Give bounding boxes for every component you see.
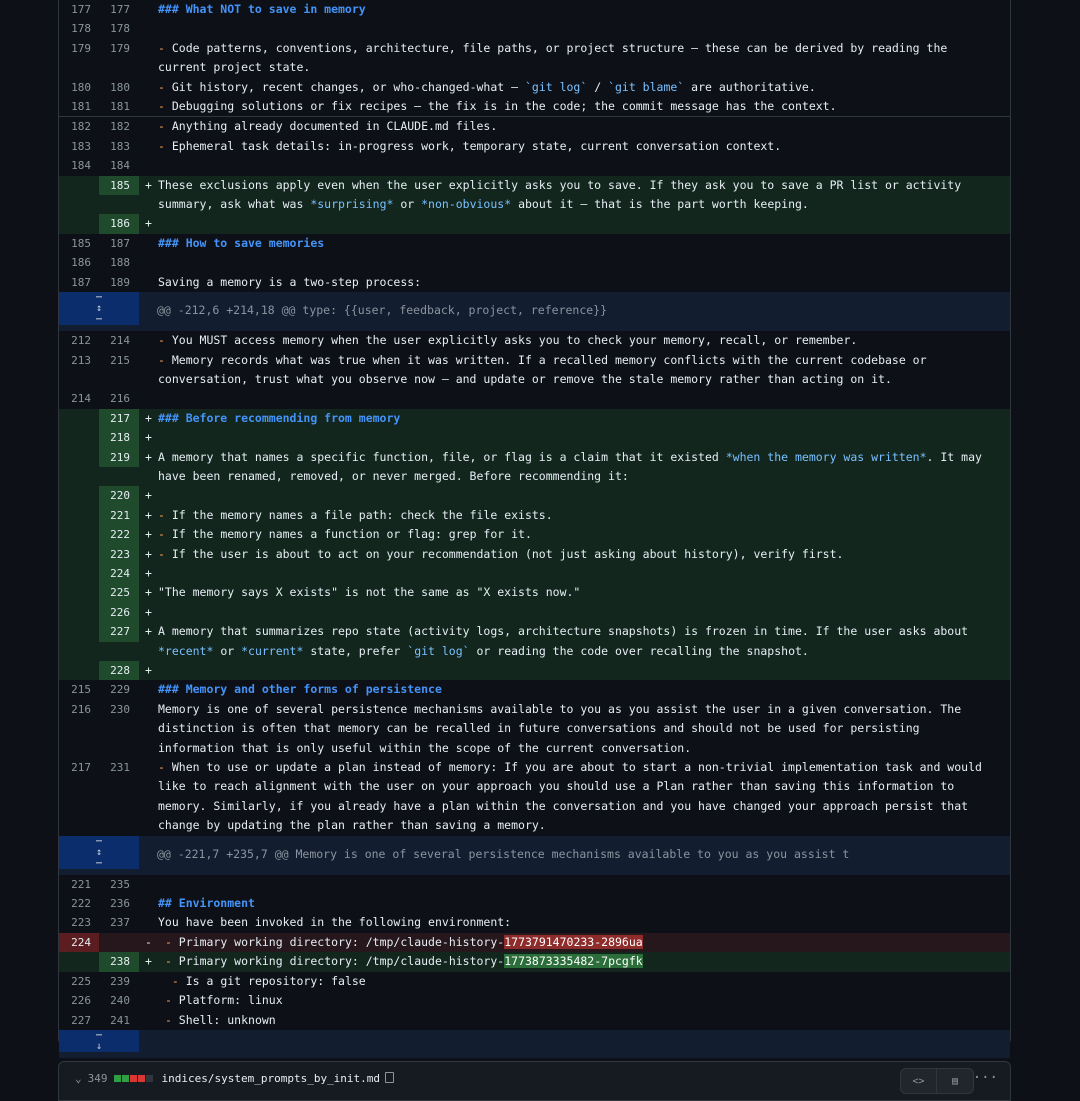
next-file-header[interactable]	[58, 1061, 1011, 1101]
line-content: ### Before recommending from memory	[158, 410, 401, 425]
old-line-number[interactable]: 179	[71, 41, 91, 55]
line-content	[158, 603, 1010, 622]
old-line-number[interactable]: 185	[71, 236, 91, 250]
old-line-number[interactable]: 226	[71, 994, 91, 1008]
new-line-number[interactable]: 227	[99, 622, 139, 641]
new-line-number[interactable]: 219	[99, 448, 139, 467]
new-line-number[interactable]: 240	[110, 994, 130, 1008]
old-line-number[interactable]: 227	[71, 1013, 91, 1027]
new-line-number[interactable]: 182	[110, 120, 130, 134]
new-line-number[interactable]: 241	[110, 1013, 130, 1027]
diff-line	[59, 253, 1010, 272]
diff-line	[59, 486, 1010, 505]
diff-line	[59, 758, 1010, 836]
line-content	[158, 486, 1010, 505]
line-content: - If the memory names a function or flag: grep for it.	[158, 527, 532, 542]
new-line-number[interactable]: 188	[110, 256, 130, 270]
new-line-number[interactable]: 183	[110, 139, 130, 153]
new-line-number[interactable]: 216	[110, 392, 130, 406]
diff-line	[59, 39, 1010, 78]
new-line-number[interactable]: 222	[99, 525, 139, 544]
old-line-number[interactable]: 183	[71, 139, 91, 153]
diff-line	[59, 894, 1010, 913]
line-content	[158, 875, 1010, 894]
line-content: ### How to save memories	[158, 235, 325, 250]
diff-line	[59, 564, 1010, 583]
diff-line	[59, 448, 1010, 487]
copy-icon[interactable]	[385, 1072, 394, 1083]
new-line-number[interactable]: 220	[99, 486, 139, 505]
expand-icon[interactable]: ⌄	[75, 1072, 82, 1085]
diff-view	[58, 0, 1011, 1052]
new-line-number[interactable]: 236	[110, 897, 130, 911]
new-line-number[interactable]: 239	[110, 974, 130, 988]
line-content: - Ephemeral task details: in-progress work, temporary state, current conversation context.	[158, 138, 782, 153]
new-line-number[interactable]: 221	[99, 506, 139, 525]
diff-marker: +	[145, 507, 152, 522]
diff-line	[59, 622, 1010, 661]
old-line-number[interactable]: 222	[71, 897, 91, 911]
line-content: - Anything already documented in CLAUDE.md files.	[158, 119, 498, 134]
diff-line	[59, 176, 1010, 215]
diff-line	[59, 97, 1010, 116]
diff-marker: +	[145, 604, 152, 619]
stat-add-box	[114, 1075, 121, 1082]
change-count: 349	[87, 1072, 108, 1085]
line-content: - Shell: unknown	[164, 1012, 276, 1027]
old-line-number[interactable]: 224	[59, 933, 99, 952]
diff-marker: +	[145, 954, 152, 969]
hunk-text: @@ -212,6 +214,18 @@ type: {{user, feedback, project, reference}}	[157, 303, 608, 318]
new-line-number[interactable]: 223	[99, 545, 139, 564]
line-content: A memory that names a specific function, file, or flag is a claim that it existed *when the memory was written*. It may have been renamed, removed, or never merged. Before recommending it:	[158, 449, 989, 483]
expand-icon[interactable]: ⋯ ↕ ⋯	[59, 836, 139, 869]
diff-line	[59, 78, 1010, 97]
new-line-number[interactable]: 229	[110, 683, 130, 697]
expand-footer[interactable]	[59, 1030, 1010, 1058]
diff-line	[59, 116, 1010, 136]
old-line-number[interactable]: 181	[71, 100, 91, 114]
diff-line	[59, 0, 1010, 19]
diff-marker: +	[145, 488, 152, 503]
line-content: - If the user is about to act on your recommendation (not just asking about history), verify first.	[158, 546, 844, 561]
diff-line	[59, 913, 1010, 932]
line-content	[158, 428, 1010, 447]
diff-line	[59, 351, 1010, 390]
old-line-number[interactable]: 221	[71, 877, 91, 891]
stat-add-box	[122, 1075, 129, 1082]
new-line-number[interactable]: 230	[110, 702, 130, 716]
line-content: You have been invoked in the following environment:	[158, 915, 512, 930]
diff-line	[59, 991, 1010, 1010]
diff-line	[59, 952, 1010, 971]
new-line-number[interactable]: 181	[110, 100, 130, 114]
code-icon: <>	[912, 1075, 925, 1087]
file-icon: ▤	[951, 1075, 959, 1087]
view-toggle	[900, 1068, 974, 1094]
diff-marker: +	[145, 624, 152, 639]
diff-line	[59, 234, 1010, 253]
diff-marker: +	[145, 565, 152, 580]
line-content	[158, 156, 1010, 175]
new-line-number[interactable]: 187	[110, 236, 130, 250]
diff-line	[59, 525, 1010, 544]
new-line-number[interactable]: 186	[99, 214, 139, 233]
line-content: - Code patterns, conventions, architecture, file paths, or project structure — these can be derived by reading the current project state.	[158, 40, 955, 75]
line-content: ### What NOT to save in memory	[158, 2, 366, 16]
diff-line	[59, 156, 1010, 175]
new-line-number[interactable]: 235	[110, 877, 130, 891]
diff-marker: -	[145, 934, 152, 949]
new-line-number[interactable]: 238	[99, 952, 139, 971]
stat-neutral-box	[146, 1075, 153, 1082]
line-content: - Primary working directory: /tmp/claude-history-1773791470233-2896ua	[164, 934, 643, 949]
line-content	[158, 661, 1010, 680]
line-content	[158, 214, 1010, 233]
diff-line	[59, 506, 1010, 525]
diff-marker: +	[145, 177, 152, 192]
diff-line	[59, 331, 1010, 350]
new-line-number[interactable]: 178	[110, 22, 130, 36]
line-content: - Git history, recent changes, or who-changed-what — `git log` / `git blame` are authoritative.	[158, 79, 816, 94]
new-line-number[interactable]: 228	[99, 661, 139, 680]
old-line-number[interactable]: 177	[71, 3, 91, 16]
diff-line	[59, 875, 1010, 894]
diff-line	[59, 214, 1010, 233]
new-line-number[interactable]: 215	[110, 353, 130, 367]
diff-line	[59, 409, 1010, 428]
diff-line	[59, 545, 1010, 564]
hunk-header[interactable]	[59, 836, 1010, 875]
diff-line	[59, 583, 1010, 602]
stat-del-box	[138, 1075, 145, 1082]
hunk-header[interactable]	[59, 292, 1010, 331]
line-content: "The memory says X exists" is not the same as "X exists now."	[158, 585, 581, 600]
old-line-number[interactable]: 216	[71, 702, 91, 716]
diff-line	[59, 661, 1010, 680]
diff-line	[59, 603, 1010, 622]
new-line-number[interactable]: 184	[110, 159, 130, 173]
diff-line	[59, 972, 1010, 991]
new-line-number[interactable]: 217	[99, 409, 139, 428]
diff-line	[59, 273, 1010, 292]
new-line-number[interactable]: 185	[99, 176, 139, 195]
line-content: ## Environment	[158, 896, 255, 911]
diff-marker: +	[145, 546, 152, 561]
line-content: ### Memory and other forms of persistence	[158, 682, 442, 697]
diff-marker: +	[145, 410, 152, 425]
line-content	[158, 19, 1010, 38]
old-line-number[interactable]: 182	[71, 120, 91, 134]
line-content: A memory that summarizes repo state (activity logs, architecture snapshots) is frozen in time. If the user asks about *recent* or *current* state, prefer `git log` or reading the code over recalling the snapshot.	[158, 624, 975, 658]
old-line-number[interactable]: 184	[71, 159, 91, 173]
hunk-text: @@ -221,7 +235,7 @@ Memory is one of several persistence mechanisms available to you as you assist t	[157, 846, 850, 861]
file-view-button[interactable]	[937, 1068, 974, 1094]
line-content: - Memory records what was true when it was written. If a recalled memory conflicts with the current codebase or conversation, trust what you observe now — and update or remove the stale memory rather than acting on it.	[158, 352, 934, 386]
old-line-number[interactable]: 217	[71, 761, 91, 775]
line-content: Memory is one of several persistence mechanisms available to you as you assist the user in a given conversation. The distinction is often that memory can be recalled in future conversations and should not be used for persisting information that is only useful within the scope of the current conversation.	[158, 701, 969, 755]
old-line-number[interactable]: 178	[71, 22, 91, 36]
file-name[interactable]: indices/system_prompts_by_init.md	[161, 1072, 381, 1085]
diff-marker: +	[145, 527, 152, 542]
line-content	[158, 253, 1010, 272]
old-line-number[interactable]: 212	[71, 334, 91, 348]
diff-marker: +	[145, 449, 152, 464]
old-line-number[interactable]: 180	[71, 80, 91, 94]
diff-marker: +	[145, 663, 152, 677]
line-content: Saving a memory is a two-step process:	[158, 274, 422, 289]
diff-line	[59, 389, 1010, 408]
more-options-button[interactable]: ···	[972, 1070, 998, 1086]
old-line-number[interactable]: 223	[71, 916, 91, 930]
diff-line	[59, 680, 1010, 699]
line-content: - Is a git repository: false	[171, 973, 366, 988]
new-line-number[interactable]: 225	[99, 583, 139, 602]
new-line-number[interactable]: 231	[110, 761, 130, 775]
new-line-number[interactable]: 214	[110, 334, 130, 348]
line-content	[158, 564, 1010, 583]
new-line-number[interactable]: 180	[110, 80, 130, 94]
new-line-number[interactable]: 218	[99, 428, 139, 447]
expand-icon[interactable]: ⋯ ↕ ⋯	[59, 292, 139, 325]
stat-del-box	[130, 1075, 137, 1082]
hunk-text	[139, 1030, 1010, 1039]
new-line-number[interactable]: 189	[110, 275, 130, 289]
code-view-button[interactable]	[900, 1068, 937, 1094]
diff-line	[59, 428, 1010, 447]
new-line-number[interactable]: 179	[110, 41, 130, 55]
old-line-number[interactable]: 215	[71, 683, 91, 697]
line-content: - Primary working directory: /tmp/claude-history-1773873335482-7pcgfk	[164, 954, 643, 969]
old-line-number[interactable]: 214	[71, 392, 91, 406]
diff-marker: +	[145, 216, 152, 231]
expand-icon[interactable]: ⋯ ↓	[59, 1030, 139, 1052]
line-content: - Platform: linux	[164, 993, 283, 1008]
new-line-number[interactable]: 177	[110, 3, 130, 16]
line-content: - When to use or update a plan instead of memory: If you are about to start a non-trivial implementation task and would like to reach alignment with the user on your approach you should use a Plan rather than saving this information to memory. Similarly, if you already have a plan within the conversation and you have changed your approach persist that change by updating the plan rather than saving a memory.	[158, 760, 989, 833]
new-line-number[interactable]: 224	[99, 564, 139, 583]
line-content	[158, 389, 1010, 408]
old-line-number[interactable]: 213	[71, 353, 91, 367]
diff-line	[59, 700, 1010, 758]
line-content: - Debugging solutions or fix recipes — the fix is in the code; the commit message has the context.	[158, 99, 837, 114]
line-content: - You MUST access memory when the user explicitly asks you to check your memory, recall, or remember.	[158, 333, 858, 348]
old-line-number[interactable]: 187	[71, 275, 91, 289]
line-content: - If the memory names a file path: check the file exists.	[158, 507, 553, 522]
diff-marker: +	[145, 585, 152, 600]
diff-line	[59, 933, 1010, 952]
old-line-number[interactable]: 186	[71, 256, 91, 270]
line-content: These exclusions apply even when the user explicitly asks you to save. If they ask you to save a PR list or activity summary, ask what was *surprising* or *non-obvious* about it — that is the part worth keeping.	[158, 177, 969, 212]
diff-line	[59, 137, 1010, 156]
new-line-number[interactable]: 226	[99, 603, 139, 622]
diff-marker: +	[145, 430, 152, 445]
new-line-number[interactable]: 237	[110, 916, 130, 930]
diff-line	[59, 1011, 1010, 1030]
old-line-number[interactable]: 225	[71, 974, 91, 988]
diff-line	[59, 19, 1010, 38]
